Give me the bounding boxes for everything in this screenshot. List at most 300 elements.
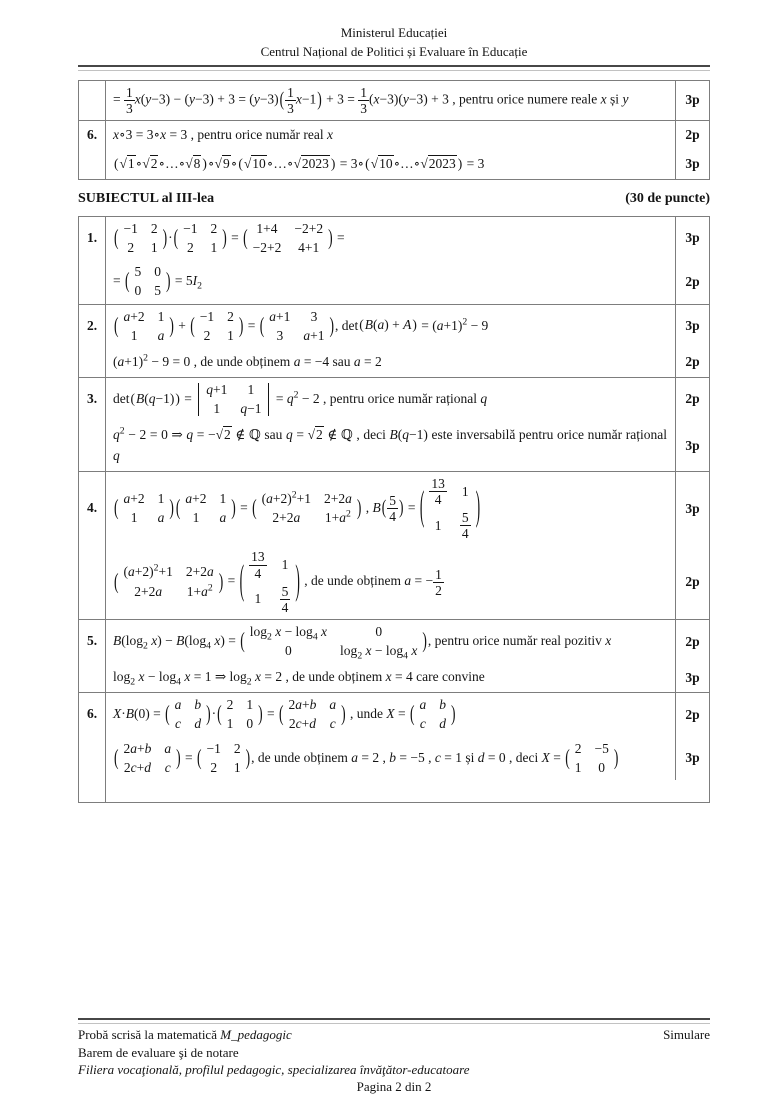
footer-filiera-line: Filiera vocaţională, profilul pedagogic, specializarea învăţător-educatoare (78, 1061, 470, 1077)
italic-var: a (128, 564, 135, 580)
italic-var: c (295, 716, 302, 732)
paren-glyph: ) (169, 312, 174, 337)
matrix-cell: 0 (375, 623, 383, 639)
problem-row (79, 217, 709, 305)
subscript: 4 (403, 650, 409, 662)
radicand: 2023 (301, 155, 329, 171)
problem-row (79, 378, 709, 472)
superscript: 2 (346, 508, 351, 520)
matrix-cell: a+2 (185, 491, 207, 507)
paren-group (113, 154, 208, 175)
matrix-cell: 2 (226, 697, 234, 713)
sqrt (293, 155, 329, 171)
paren-glyph: ) (422, 627, 427, 653)
italic-var: x (214, 632, 221, 648)
fraction (249, 549, 267, 580)
italic-var: a (157, 327, 165, 343)
math-line: x∘3 = 3∘x = 3 , pentru orice număr real x (113, 126, 334, 142)
matrix-cell: 1 (226, 716, 234, 732)
solution-line (106, 421, 709, 471)
footer-page-number: Pagina 2 din 2 (356, 1078, 432, 1094)
matrix (164, 697, 212, 732)
italic-var: A (403, 317, 412, 333)
paren-glyph: ( (114, 744, 119, 769)
matrix-cell: 1 (157, 491, 165, 507)
problem-number: 6. (79, 121, 106, 179)
matrix-grid (223, 697, 258, 732)
matrix-cell: 1 (461, 483, 469, 499)
radical-sign: √ (420, 155, 428, 171)
numerator: 5 (461, 510, 469, 526)
points-value: 3p (675, 217, 709, 260)
matrix-cell: 2c+d (288, 716, 316, 732)
matrix-cell: 3 (276, 327, 284, 343)
italic-var: B (364, 317, 373, 333)
matrix (113, 741, 182, 776)
italic-var: a (295, 697, 302, 713)
problem-number: 3. (79, 378, 106, 471)
italic-var: B (113, 632, 122, 648)
radicand: 10 (379, 155, 393, 171)
problem-body (106, 81, 709, 120)
italic-var: d (144, 759, 151, 775)
matrix-cell: 2a+b (123, 740, 152, 756)
document-header (78, 24, 710, 62)
matrix (216, 697, 264, 732)
italic-var: c (174, 716, 181, 732)
matrix-cell: 4+1 (298, 239, 320, 255)
fraction (429, 476, 447, 507)
matrix-cell: 1 (130, 510, 138, 526)
math-line: det ( B(q−1) ) = q+1 1 1 q−1 = $q^2 - 2$ , pentru orice număr rațional q (113, 381, 488, 416)
section3-points-label: (30 de puncte) (625, 190, 710, 206)
paren-glyph: ) (341, 700, 346, 726)
italic-var: x (600, 91, 607, 107)
matrix-cell: 2+2a (185, 564, 214, 580)
superscript: 2 (207, 582, 213, 594)
italic-var: a (293, 510, 301, 526)
paren-glyph: ( (165, 700, 170, 726)
matrix-cell: 1 (213, 400, 221, 416)
radical-sign: √ (215, 427, 224, 443)
superscript: 2 (293, 389, 299, 401)
matrix (259, 309, 335, 344)
paren-glyph: ) (258, 700, 263, 726)
matrix (564, 741, 619, 776)
italic-var: a (185, 491, 193, 507)
numerator: 13 (431, 476, 445, 492)
italic-var: a (130, 740, 137, 756)
italic-var: x (184, 669, 191, 685)
math-line: ( a+2 1 1 a ) ( a+2 1 1 a ) = ( $(a+2)^2+1$ 2+2a 2+2a $1+a^2$ ) , B ( $\frac{5}{4}$ ) = ( $\frac{13}{4}$ 1 1 $\frac{5}{4}$ ) (114, 476, 481, 542)
problem-row (79, 620, 709, 693)
matrix-grid (203, 741, 245, 776)
italic-var: a (345, 491, 352, 507)
matrix-cell: 2+2a (134, 583, 163, 599)
matrix-cell: 2 (203, 327, 211, 343)
problem-number: 2. (79, 305, 106, 377)
determinant (195, 382, 272, 417)
italic-var: a (436, 317, 444, 333)
group-content: √10∘…∘√2023 (370, 155, 456, 171)
problem-row (79, 693, 709, 802)
matrix-cell: 2 (186, 239, 194, 255)
italic-var: X (113, 705, 122, 721)
italic-var: a (123, 491, 131, 507)
numerator: 1 (360, 84, 368, 100)
italic-var: a (419, 697, 427, 713)
italic-var: x (327, 126, 334, 142)
det-bar (268, 383, 269, 416)
paren-glyph: ( (252, 494, 257, 520)
matrix-grid (196, 309, 238, 344)
solution-line (106, 121, 709, 150)
matrix-cell: −1 (199, 308, 215, 324)
paren-glyph: ) (176, 744, 181, 769)
math-line: ( −1 2 2 1 ) · ( −1 2 2 1 ) = ( 1+4 −2+2 −2+2 4+1 ) = (114, 220, 345, 255)
paren-glyph: ( (173, 224, 179, 250)
italic-var: a (219, 510, 227, 526)
subscript: 2 (130, 676, 136, 688)
italic-var: a (164, 740, 172, 756)
italic-var: x (255, 669, 262, 685)
sqrt (215, 155, 231, 171)
group-content: B(a) + A (364, 317, 412, 333)
matrix-grid (249, 221, 327, 256)
matrix-grid (245, 549, 294, 614)
matrix-cell: 1 (227, 327, 234, 343)
paren-glyph: ) (398, 496, 404, 519)
solution-line (106, 260, 709, 303)
matrix (124, 264, 172, 299)
paren-glyph: ) (475, 483, 481, 529)
italic-var: I (192, 272, 198, 288)
italic-var: y (188, 91, 195, 107)
italic-var: q (480, 390, 488, 406)
matrix-cell: 2 (127, 239, 135, 255)
italic-var: y (145, 91, 152, 107)
paren-glyph: ) (175, 390, 180, 406)
matrix-cell (329, 697, 336, 713)
matrix-cell (175, 716, 181, 732)
matrix (242, 221, 333, 256)
denominator: 4 (461, 526, 469, 542)
points-value: 3p (675, 472, 709, 545)
points-value: 3p (675, 421, 709, 471)
superscript: 2 (143, 352, 148, 364)
math-line: ( 2a+b a 2c+d c ) = ( −1 2 2 1 ) , de unde obținem a = 2 , b = −5 , c = 1 și d = 0 , deci X = ( 2 −5 1 0 ) (114, 740, 619, 775)
problem-row (79, 305, 709, 378)
matrix-grid (179, 221, 221, 256)
matrix-cell: −2+2 (252, 239, 282, 255)
sqrt (371, 155, 394, 171)
matrix-cell: q−1 (240, 400, 262, 416)
paren-glyph: ) (317, 88, 322, 110)
paren-group (279, 85, 323, 116)
section3-heading (78, 191, 710, 207)
fraction (433, 567, 444, 598)
italic-var: a (339, 510, 347, 526)
italic-var: X (386, 705, 395, 721)
superscript: 2 (119, 425, 125, 437)
matrix-cell: 1 (281, 556, 289, 572)
italic-var: a (329, 697, 337, 713)
italic-var: q (186, 427, 194, 443)
matrix-grid (120, 741, 176, 776)
paren-glyph: ) (328, 224, 333, 250)
radical-sign: √ (185, 155, 193, 171)
matrix-cell (429, 476, 447, 507)
italic-var: b (144, 740, 152, 756)
paren-glyph: ( (190, 312, 195, 337)
paren-glyph: ) (222, 224, 227, 250)
radical-sign: √ (307, 427, 316, 443)
paren-glyph: ) (450, 700, 456, 726)
subject3-grading-table (78, 216, 710, 803)
italic-var: a (293, 353, 301, 369)
header-ministry-line: Ministerul Educației (340, 25, 448, 40)
fraction (124, 85, 135, 116)
italic-var: c (164, 759, 171, 775)
matrix-cell: a+1 (269, 308, 291, 324)
denominator: 2 (435, 582, 442, 598)
matrix-grid (171, 697, 206, 732)
problem-number: 1. (79, 217, 106, 304)
matrix-cell (194, 716, 201, 732)
paren-group (130, 389, 181, 410)
matrix-grid (265, 309, 328, 344)
italic-var: x (373, 91, 380, 107)
matrix-grid (284, 697, 340, 732)
subscript: 4 (206, 640, 211, 652)
radical-sign: √ (214, 155, 222, 171)
sqrt (420, 155, 456, 171)
denominator: 4 (389, 509, 396, 525)
matrix-cell (330, 716, 336, 732)
radical-sign: √ (370, 155, 379, 171)
radicand: 2 (224, 427, 231, 443)
subscript: 2 (246, 676, 252, 688)
paren-glyph: ) (412, 317, 417, 333)
matrix-cell: 3 (310, 308, 318, 324)
italic-var: q (113, 427, 120, 443)
paren-glyph: ( (240, 627, 245, 653)
footer-exam-row (78, 1026, 710, 1043)
matrix-cell: 2 (233, 740, 241, 756)
fraction (460, 510, 471, 541)
matrix-cell: 1 (157, 308, 165, 324)
italic-var: d (194, 716, 202, 732)
matrix-cell: 2 (150, 220, 158, 236)
matrix-cell: 1 (150, 239, 158, 255)
denominator: 4 (281, 599, 289, 615)
radical-sign: √ (142, 155, 150, 171)
matrix-cell: $(a+2)^2+1$ (261, 489, 311, 507)
paren-glyph: ( (114, 224, 119, 250)
italic-var: y (402, 91, 409, 107)
matrix (113, 221, 168, 256)
matrix (173, 221, 228, 256)
italic-var: c (434, 749, 441, 765)
footer-rule (78, 1018, 710, 1024)
header-rule (78, 65, 710, 71)
footer-barem-line: Barem de evaluare şi de notare (78, 1044, 239, 1060)
italic-var: q (402, 427, 409, 443)
denominator: 4 (254, 565, 262, 581)
math-line: X·B(0) = ( a b c d ) · ( 2 1 1 0 ) = ( 2a+b a 2c+d c ) , unde X = ( a b c d ) (113, 697, 456, 732)
italic-var: a (303, 327, 311, 343)
numerator: 1 (287, 84, 294, 100)
matrix-cell: −5 (594, 740, 609, 756)
math-line: = $\frac{1}{3}$ x(y−3) − (y−3) + 3 = (y−3) ( $\frac{1}{3}$ x−1 ) + 3 = $\frac{1}{3}$ (x−3)(y−3) + 3 , pentru orice numere reale x și y (113, 84, 629, 116)
italic-var: b (439, 697, 446, 713)
solution-line (106, 378, 709, 421)
italic-var: q (113, 448, 120, 464)
italic-var: b (194, 697, 202, 713)
points-value: 2p (675, 545, 709, 618)
numerator: 1 (126, 84, 133, 100)
matrix-cell: 2c+d (123, 759, 151, 775)
matrix-cell (419, 697, 426, 713)
subscript: 2 (266, 631, 272, 643)
matrix-grid (120, 221, 162, 256)
matrix-cell (165, 760, 171, 776)
paren-glyph: ( (217, 700, 222, 726)
matrix-cell: 1 (192, 510, 200, 526)
sqrt (185, 155, 201, 171)
matrix-cell (158, 328, 165, 344)
matrix-cell: 2a+b (288, 697, 317, 713)
det-bar (198, 383, 199, 416)
problem-number: 6. (79, 693, 106, 802)
subscript: 2 (357, 650, 363, 662)
paren-glyph: ( (130, 390, 135, 406)
numerator: 5 (281, 583, 289, 599)
matrix-cell (249, 549, 267, 580)
group-content: √10∘…∘√2023 (243, 155, 329, 171)
matrix (239, 549, 301, 614)
italic-var: a (201, 583, 208, 599)
italic-var: B (389, 427, 398, 443)
italic-var: a (269, 308, 276, 324)
matrix (278, 697, 347, 732)
solution-line (106, 663, 709, 692)
radicand: 10 (252, 155, 266, 171)
italic-var: d (309, 716, 316, 732)
paren-glyph: ( (381, 496, 387, 519)
matrix-grid (131, 264, 166, 299)
matrix (419, 476, 481, 541)
matrix (113, 564, 224, 599)
paren-group (364, 154, 463, 175)
italic-var: c (130, 759, 137, 775)
matrix-cell: 2+2a (323, 491, 352, 507)
solution-line (106, 693, 709, 736)
matrix (239, 623, 428, 662)
matrix-grid (258, 491, 356, 526)
matrix-cell: 2 (210, 220, 218, 236)
problem-body (106, 121, 709, 179)
radicand: 2023 (428, 155, 456, 171)
solution-line (106, 305, 709, 348)
radical-sign: √ (293, 155, 301, 171)
italic-var: q (286, 427, 293, 443)
solution-line (106, 472, 709, 545)
paren-glyph: ( (365, 155, 370, 171)
points-value: 2p (675, 348, 709, 377)
italic-var: a (377, 317, 385, 333)
matrix-cell (164, 741, 171, 757)
radicand: 9 (222, 155, 230, 171)
italic-var: M_pedagogic (220, 1027, 292, 1043)
italic-var: x (295, 91, 302, 107)
group-content: √1∘√2∘…∘√8 (119, 155, 201, 171)
italic-var: a (206, 564, 214, 580)
fraction (285, 85, 296, 116)
subscript: 2 (197, 280, 202, 292)
paren-glyph: ( (278, 700, 284, 726)
problem-body (106, 217, 709, 304)
paren-glyph: ( (175, 494, 181, 520)
italic-var: x (134, 91, 141, 107)
italic-var: q (206, 381, 213, 397)
points-value: 3p (675, 663, 709, 692)
paren-glyph: ( (114, 155, 119, 171)
italic-var: a (123, 308, 131, 324)
points-value: 2p (675, 260, 709, 303)
matrix (113, 491, 175, 526)
matrix-cell: 2 (574, 740, 582, 756)
matrix-cell: 1 (210, 239, 218, 255)
footer-simulare-label: Simulare (663, 1027, 710, 1043)
math-line: ( a+2 1 1 a ) + ( −1 2 2 1 ) = ( a+1 3 3 a+1 ) , det ( B(a) + A ) = $(a+1)^2 - 9$ (114, 308, 489, 343)
matrix-cell: q+1 (206, 381, 228, 397)
problem-row (79, 121, 709, 179)
paren-glyph: ) (169, 494, 174, 520)
italic-var: b (309, 697, 317, 713)
problem-body (106, 378, 709, 471)
matrix-cell: 0 (284, 643, 292, 659)
italic-var: a (155, 583, 163, 599)
matrix-grid (425, 476, 474, 541)
paren-glyph: ) (245, 744, 251, 769)
denominator: 3 (360, 100, 368, 116)
matrix (409, 697, 457, 732)
subscript: 2 (143, 640, 148, 652)
italic-var: x (138, 669, 145, 685)
italic-var: a (353, 353, 361, 369)
italic-var: B (372, 499, 381, 515)
matrix-cell (194, 697, 201, 713)
italic-var: x (385, 669, 392, 685)
problem-row (79, 81, 709, 121)
solution-line (106, 545, 709, 618)
matrix-grid (415, 697, 450, 732)
paren-glyph: ) (218, 568, 224, 593)
matrix-cell: 0 (598, 759, 606, 775)
matrix-grid (120, 564, 218, 599)
paren-glyph: ) (162, 224, 168, 250)
italic-var: a (404, 573, 412, 589)
fraction (358, 85, 369, 116)
italic-var: B (176, 632, 185, 648)
matrix-cell: $1+a^2$ (186, 582, 213, 599)
italic-var: x (275, 623, 282, 639)
matrix (175, 491, 237, 526)
matrix-cell: a+1 (303, 327, 325, 343)
subscript: 4 (176, 676, 181, 688)
matrix-cell: −1 (123, 220, 138, 236)
